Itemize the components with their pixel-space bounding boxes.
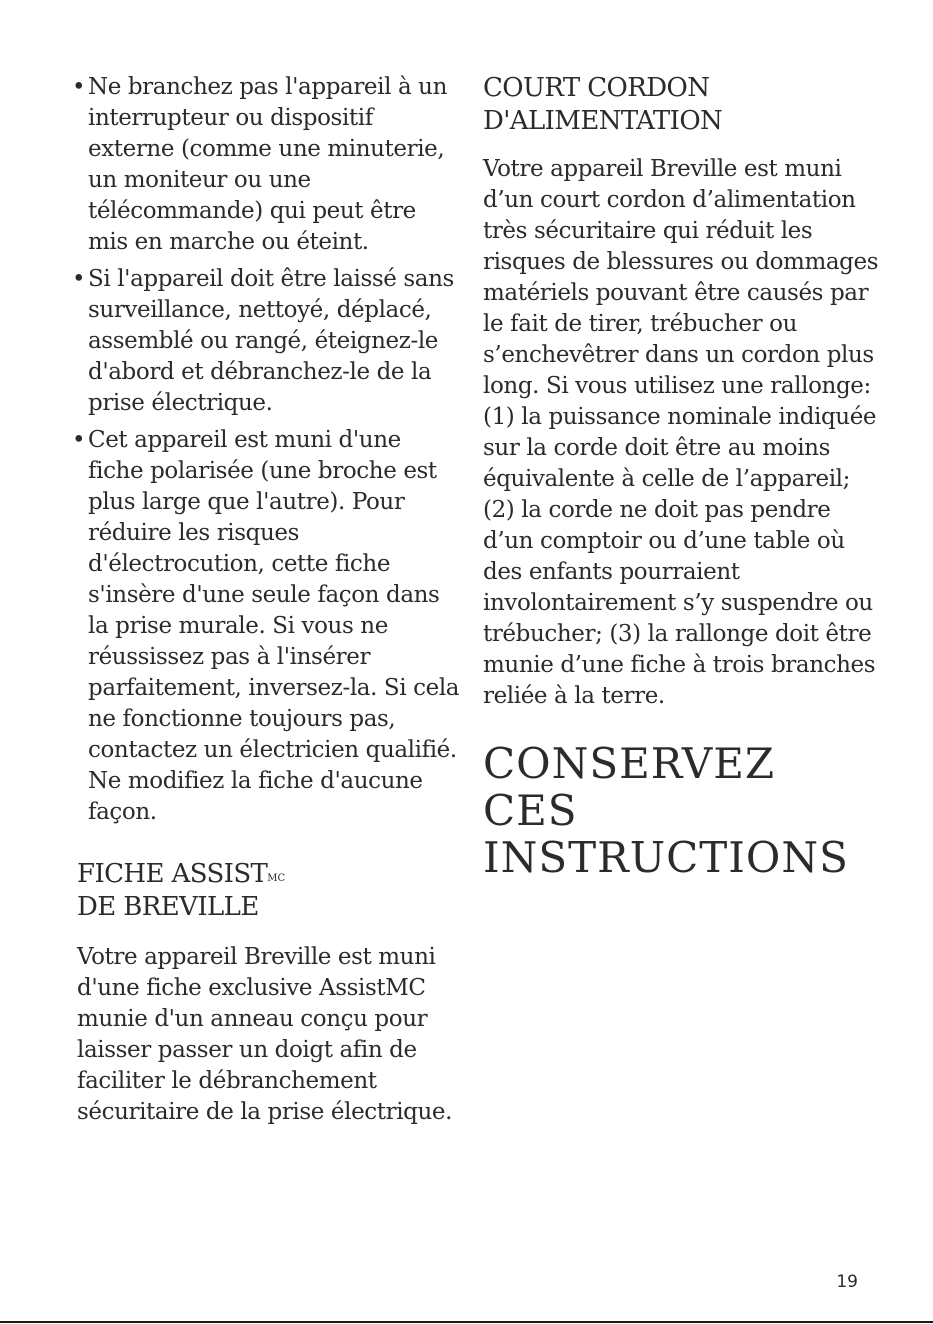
bullet-text: Si l'appareil doit être laissé sans surveillance, nettoyé, déplacé, assemblé ou rangé, éteignez-le d'abord et débranchez-le de la prise électrique. bbox=[88, 266, 454, 416]
page-number: 19 bbox=[836, 1272, 858, 1292]
bullet-dot-icon: • bbox=[72, 266, 86, 292]
safety-bullet-list bbox=[60, 72, 460, 828]
assist-heading-line1: FICHE ASSIST bbox=[77, 859, 268, 889]
left-column bbox=[60, 72, 460, 834]
bottom-divider bbox=[0, 1321, 933, 1323]
bullet-item-polarized-plug bbox=[60, 425, 460, 828]
bullet-dot-icon: • bbox=[72, 427, 86, 453]
bullet-text: Cet appareil est muni d'une fiche polarisée (une broche est plus large que l'autre). Pour réduire les risques d'électrocution, cette fiche s'insère d'une seule façon dans la prise murale. Si vous ne réussissez pas à l'insérer parfaitement, inversez-la. Si cela ne fonctionne toujours pas, contactez un électricien qualifié. Ne modifiez la fiche d'aucune façon. bbox=[88, 427, 460, 825]
assist-plug-body: Votre appareil Breville est muni d'une fiche exclusive AssistMC munie d'un anneau conçu pour laisser passer un doigt afin de faciliter le débranchement sécuritaire de la prise électrique. bbox=[77, 944, 453, 1125]
bullet-item-switch bbox=[60, 72, 460, 258]
right-column bbox=[483, 72, 883, 881]
save-instructions-heading bbox=[483, 740, 883, 881]
bullet-dot-icon: • bbox=[72, 74, 86, 100]
cord-heading-line1: COURT CORDON bbox=[483, 73, 710, 103]
short-cord-body: Votre appareil Breville est muni d’un court cordon d’alimentation très sécuritaire qui réduit les risques de blessures ou dommages matériels pouvant être causés par le fait de tirer, trébucher ou s’enchevêtrer dans un cordon plus long. Si vous utilisez une rallonge: (1) la puissance nominale indiquée sur la corde doit être au moins équivalente à celle de l’appareil; (2) la corde ne doit pas pendre d’un comptoir ou d’une table où des enfants pourraient involontairement s’y suspendre ou trébucher; (3) la rallonge doit être munie d’une fiche à trois branches reliée à la terre. bbox=[483, 156, 879, 709]
cord-heading-line2: D'ALIMENTATION bbox=[483, 106, 723, 136]
bullet-text: Ne branchez pas l'appareil à un interrupteur ou dispositif externe (comme une minuterie, un moniteur ou une télécommande) qui peut être mis en marche ou éteint. bbox=[88, 74, 448, 255]
trademark-sup: MC bbox=[267, 873, 286, 884]
bullet-item-unattended bbox=[60, 264, 460, 419]
assist-heading-line2: DE BREVILLE bbox=[77, 892, 259, 922]
assist-plug-heading bbox=[77, 858, 477, 924]
save-heading-line2: INSTRUCTIONS bbox=[483, 833, 849, 882]
save-heading-line1: CONSERVEZ CES bbox=[483, 739, 776, 835]
assist-plug-section bbox=[77, 858, 477, 1128]
short-cord-heading bbox=[483, 72, 883, 138]
